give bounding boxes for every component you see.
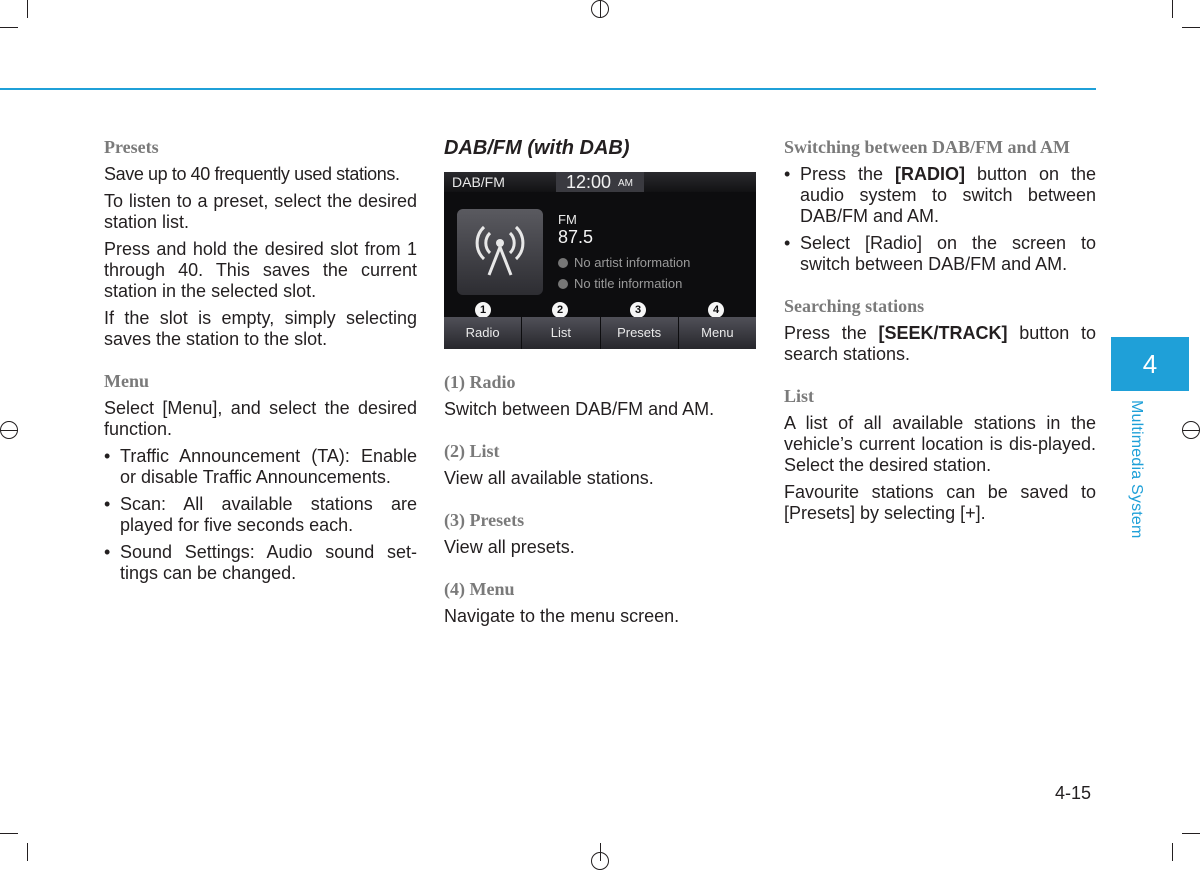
crop-mark [1182,27,1200,28]
registration-line [600,0,601,18]
presets-paragraph: To listen to a preset, select the desired station list. [104,191,417,232]
list-item: • Select [Radio] on the screen to switch between DAB/FM and AM. [784,233,1096,275]
middle-column [444,136,756,633]
person-icon [558,258,568,268]
list-item: • Scan: All available stations are played for five seconds each. [104,494,417,536]
chapter-tab: 4 [1111,337,1189,391]
item-heading: (1) Radio [444,372,516,392]
list-paragraph: Favourite stations can be saved to [Presets] by selecting [+]. [784,482,1096,523]
menu-heading: Menu [104,371,149,391]
page-number: 4-15 [1055,783,1092,803]
presets-paragraph: Save up to 40 frequently used stations. [104,164,400,184]
screen-clock: 12:00 [566,172,612,192]
screen-radio-button: Radio [444,317,522,349]
crop-mark [27,0,28,18]
item-heading: (4) Menu [444,579,515,599]
switch-bullet-list [784,164,1096,275]
crop-mark [0,833,18,834]
list-heading: List [784,386,815,406]
crop-mark [1172,0,1173,18]
item-heading: (2) List [444,441,500,461]
item-text: Navigate to the menu screen. [444,606,680,626]
search-text: button to search stations. [784,323,1096,364]
screen-mode-label: DAB/FM [452,174,505,190]
item-text: Switch between DAB/FM and AM. [444,399,715,419]
list-item [784,164,1096,227]
radio-key: [RADIO] [894,164,965,184]
menu-bullet-list [104,446,417,584]
item-text: View all presets. [444,537,575,557]
crop-mark [27,843,28,861]
callout-number: 3 [630,302,646,318]
screen-button-bar [444,317,756,349]
presets-paragraph: Press and hold the desired slot from 1 through 40. This saves the current station in the selected slot. [104,239,417,301]
callout-number: 2 [552,302,568,318]
screen-title-row [558,276,682,291]
menu-paragraph: Select [Menu], and select the desired function. [104,398,417,439]
list-paragraph: A list of all available stations in the vehicle’s current location is dis-played. Select the desired station. [784,413,1096,475]
registration-line [600,843,601,861]
antenna-icon [457,209,543,295]
switch-heading: Switching between DAB/FM and AM [784,137,1071,157]
search-heading: Searching stations [784,296,925,316]
crop-mark [1172,843,1173,861]
callout-number: 1 [475,302,491,318]
seek-track-key: [SEEK/TRACK] [878,323,1008,343]
registration-line [0,430,18,431]
list-item: • Traffic Announcement (TA): Enable or disable Traffic Announcements. [104,446,417,488]
presets-paragraph: If the slot is empty, simply selecting saves the station to the slot. [104,308,417,349]
screen-artist-row [558,255,690,270]
screen-frequency: 87.5 [558,227,594,247]
list-item-text: button on the audio system to switch between DAB/FM and AM. [800,164,1096,226]
screen-presets-button: Presets [601,317,679,349]
right-column [784,136,1096,530]
list-item-text: Press the [800,164,895,184]
header-rule [0,88,1096,90]
disc-icon [558,279,568,289]
screen-artist: No artist information [574,255,691,270]
presets-heading: Presets [104,137,159,157]
registration-line [1182,430,1200,431]
list-item: • Sound Settings: Audio sound set-tings can be changed. [104,542,417,584]
radio-antenna-icon [457,209,543,295]
left-column [104,136,417,590]
crop-mark [0,27,18,28]
chapter-label: Multimedia System [1128,400,1145,539]
item-heading: (3) Presets [444,510,525,530]
callout-number: 4 [708,302,724,318]
screen-ampm: AM [618,178,633,189]
screen-band: FM [558,212,577,227]
radio-screen-image [444,172,756,349]
section-title: DAB/FM (with DAB) [444,137,630,159]
screen-list-button: List [522,317,600,349]
search-text: Press the [784,323,879,343]
item-text: View all available stations. [444,468,654,488]
screen-menu-button: Menu [679,317,756,349]
crop-mark [1182,833,1200,834]
screen-title: No title information [574,276,683,291]
search-paragraph [784,323,1096,365]
